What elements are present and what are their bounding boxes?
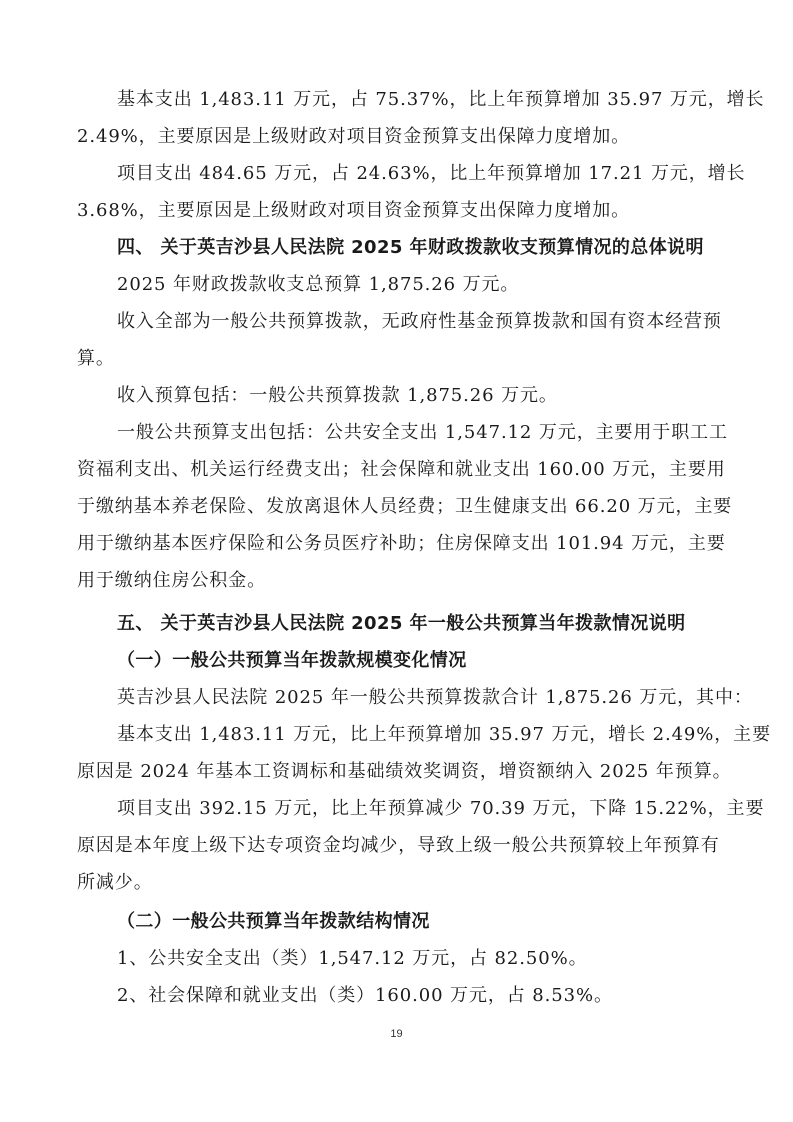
paragraph-line: 于缴纳基本养老保险、发放离退休人员经费；卫生健康支出 66.20 万元，主要 [77, 496, 733, 517]
subsection-heading-two: （二）一般公共预算当年拨款结构情况 [117, 911, 430, 932]
paragraph-line: 2025 年财政拨款收支总预算 1,875.26 万元。 [117, 274, 520, 295]
paragraph-line: 收入预算包括：一般公共预算拨款 1,875.26 万元。 [117, 385, 558, 406]
subsection-heading-one: （一）一般公共预算当年拨款规模变化情况 [117, 650, 467, 671]
paragraph-line: 项目支出 392.15 万元，比上年预算减少 70.39 万元，下降 15.22%，主要 [117, 798, 765, 819]
paragraph-line: 一般公共预算支出包括：公共安全支出 1,547.12 万元，主要用于职工工 [117, 422, 728, 443]
paragraph-line: 原因是 2024 年基本工资调标和基础绩效奖调资，增资额纳入 2025 年预算。 [77, 761, 732, 782]
section-heading-four: 四、 关于英吉沙县人民法院 2025 年财政拨款收支预算情况的总体说明 [117, 237, 704, 258]
paragraph-line: 原因是本年度上级下达专项资金均减少，导致上级一般公共预算较上年预算有 [77, 835, 720, 856]
paragraph-line: 资福利支出、机关运行经费支出；社会保障和就业支出 160.00 万元，主要用 [77, 459, 726, 480]
paragraph-line: 基本支出 1,483.11 万元，比上年预算增加 35.97 万元，增长 2.49%，主要 [117, 724, 771, 745]
list-item: 1、公共安全支出（类）1,547.12 万元，占 82.50%。 [117, 948, 588, 969]
paragraph-line: 英吉沙县人民法院 2025 年一般公共预算拨款合计 1,875.26 万元，其中： [117, 687, 753, 708]
paragraph-line: 用于缴纳住房公积金。 [77, 570, 266, 591]
paragraph-line: 所减少。 [77, 872, 153, 893]
paragraph-line: 3.68%，主要原因是上级财政对项目资金预算支出保障力度增加。 [77, 200, 631, 221]
list-item: 2、社会保障和就业支出（类）160.00 万元，占 8.53%。 [117, 985, 613, 1006]
paragraph-line: 收入全部为一般公共预算拨款，无政府性基金预算拨款和国有资本经营预 [117, 311, 722, 332]
paragraph-line: 基本支出 1,483.11 万元，占 75.37%，比上年预算增加 35.97 万元，增长 [117, 89, 765, 110]
page-number: 19 [390, 1028, 403, 1040]
paragraph-line: 2.49%，主要原因是上级财政对项目资金预算支出保障力度增加。 [77, 126, 631, 147]
section-heading-five: 五、 关于英吉沙县人民法院 2025 年一般公共预算当年拨款情况说明 [117, 613, 686, 634]
paragraph-line: 算。 [77, 348, 115, 369]
paragraph-line: 用于缴纳基本医疗保险和公务员医疗补助；住房保障支出 101.94 万元，主要 [77, 533, 726, 554]
paragraph-line: 项目支出 484.65 万元，占 24.63%，比上年预算增加 17.21 万元，增长 [117, 163, 746, 184]
